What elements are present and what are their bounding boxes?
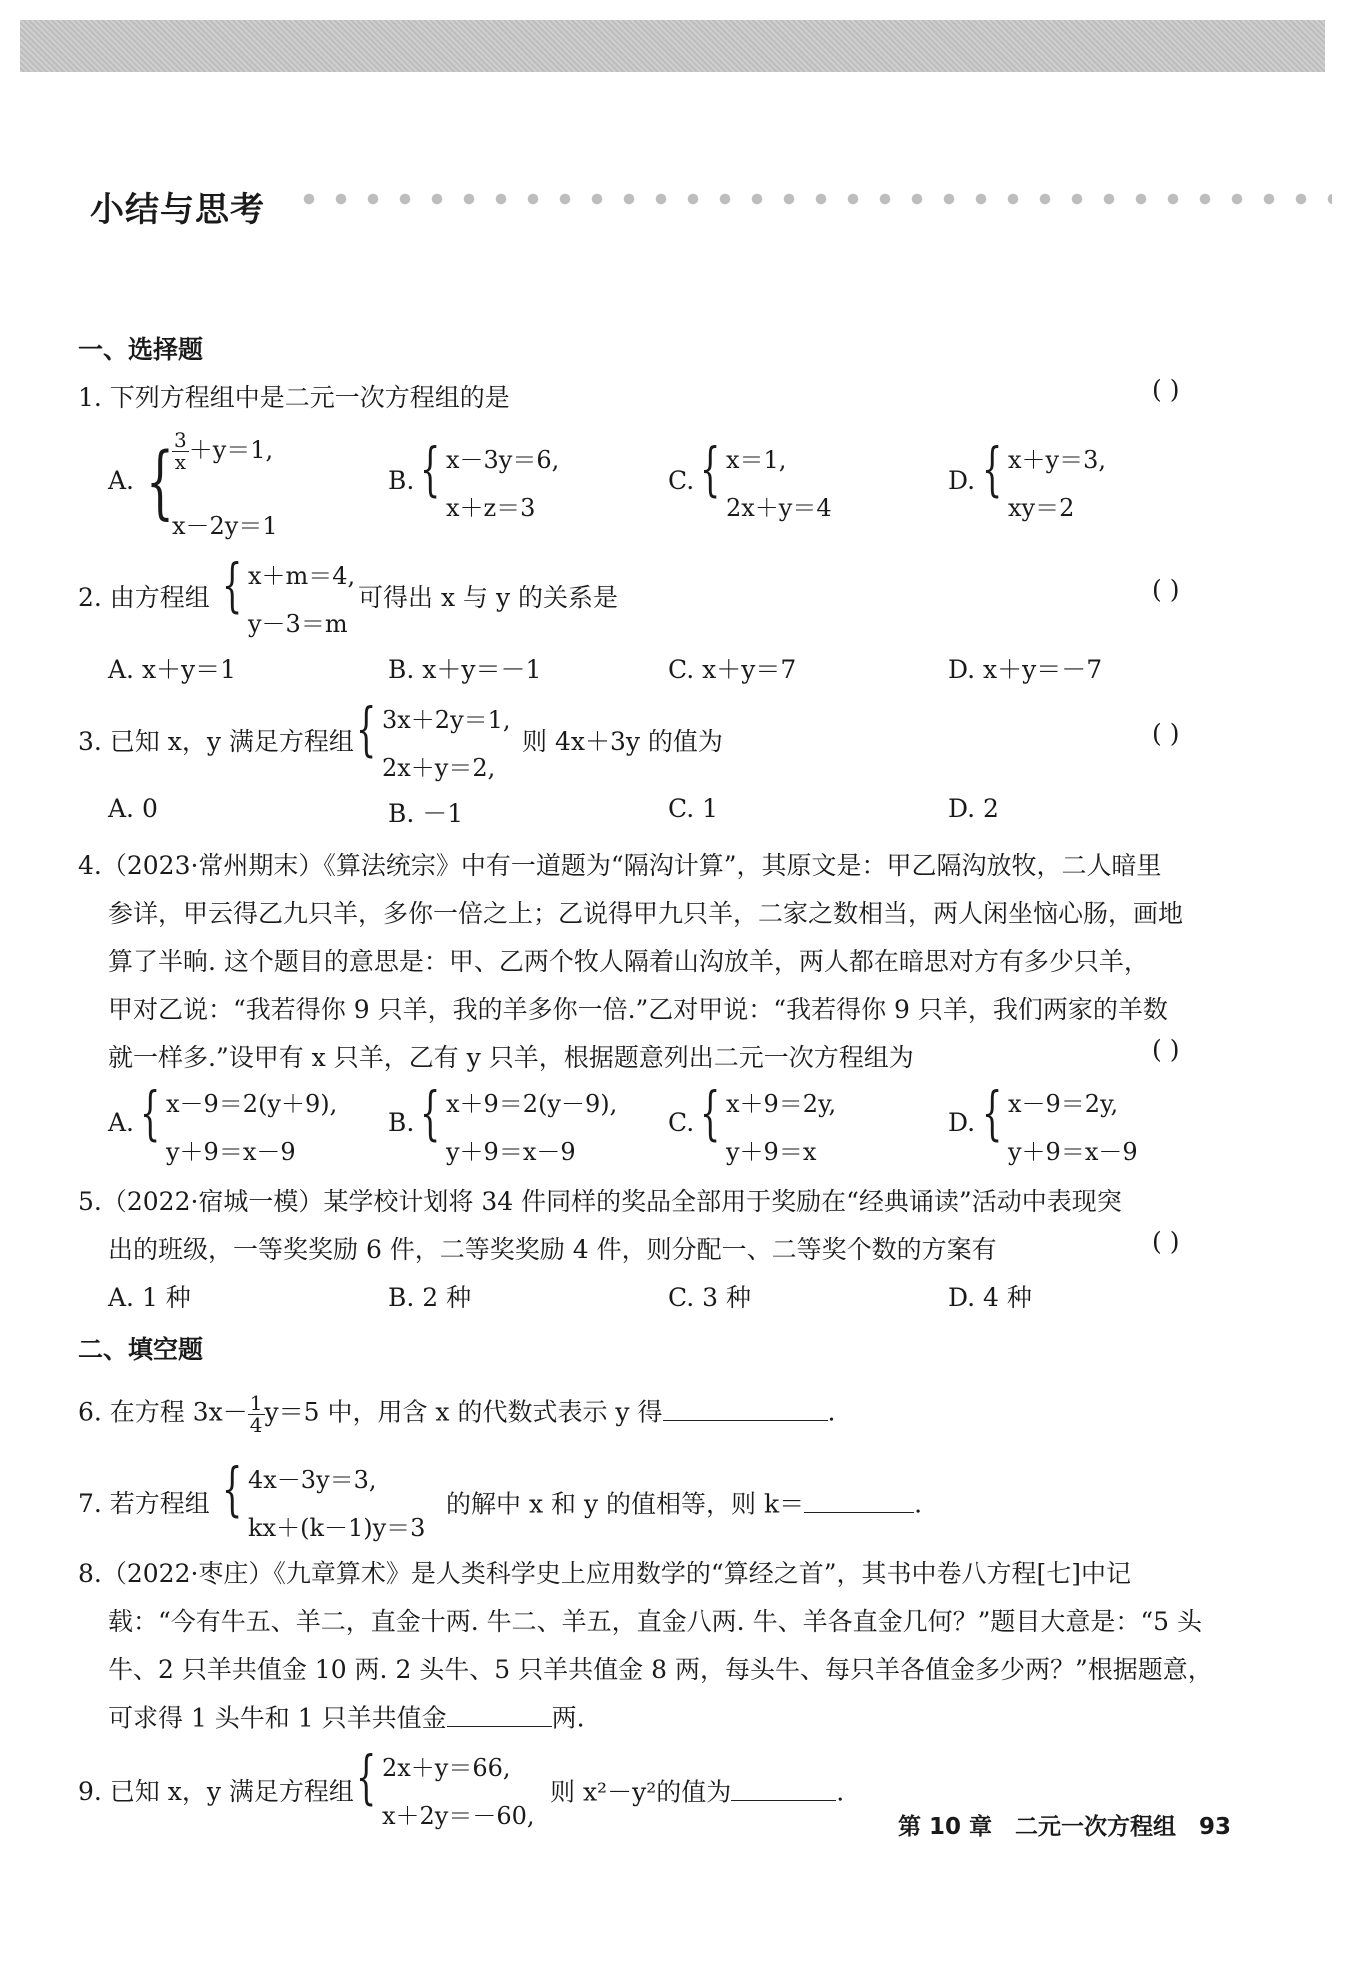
q4-line-4: 甲对乙说：“我若得你 9 只羊，我的羊多你一倍.”乙对甲说：“我若得你 9 只羊，我们两家的羊数 [108,995,1168,1024]
q9-answer-blank[interactable] [731,1772,836,1801]
section-heading-choice: 一、选择题 [78,335,204,364]
q5-option-a: A. 1 种 [108,1283,191,1312]
q4-option-b-system: { x＋9＝2(y－9), y＋9＝x－9 [420,1079,618,1166]
q4-option-c-label: C. [668,1108,695,1137]
q8-line-2: 载：“今有牛五、羊二，直金十两. 牛二、羊五，直金八两. 牛、羊各直金几何？”题目大意是：“5 头 [108,1607,1202,1636]
q9-stem-post: 则 x²－y²的值为 . [550,1772,844,1809]
q2-system: { x＋m＝4, y－3＝m [222,551,356,638]
q2-stem-post: 可得出 x 与 y 的关系是 [358,583,619,612]
q5-line-2: 出的班级，一等奖奖励 6 件，二等奖奖励 4 件，则分配一、二等奖个数的方案有 [108,1235,997,1264]
q4-option-b-label: B. [388,1108,415,1137]
q4-option-d-label: D. [948,1108,976,1137]
q5-answer-paren: ( ) [1152,1227,1180,1256]
q8-line-3: 牛、2 只羊共值金 10 两. 2 头牛、5 只羊共值金 8 两，每头牛、每只羊各值金多少两？”根据题意， [108,1655,1213,1684]
q1-option-d-label: D. [948,466,976,495]
section-title: 小结与思考 [90,190,265,230]
q5-option-b: B. 2 种 [388,1283,472,1312]
section-heading-fill: 二、填空题 [78,1335,204,1364]
q3-stem-pre: 3. 已知 x，y 满足方程组 [78,727,354,756]
q4-line-2: 参详，甲云得乙九只羊，多你一倍之上；乙说得甲九只羊，二家之数相当，两人闲坐恼心肠，画地 [108,899,1184,928]
q1-option-c-label: C. [668,466,695,495]
q6-line: 6. 在方程 3x－ $\frac{1}{4}$ y＝5 中，用含 x 的代数式表示 y 得 . [78,1390,836,1437]
q3-option-c: C. 1 [668,794,719,823]
q4-line-3: 算了半晌. 这个题目的意思是：甲、乙两个牧人隔着山沟放羊，两人都在暗思对方有多少只羊， [108,947,1149,976]
q5-option-c: C. 3 种 [668,1283,751,1312]
q1-option-d-system: { x＋y＝3, xy＝2 [982,435,1106,522]
q7-answer-blank[interactable] [804,1484,914,1513]
q3-system: { 3x＋2y＝1, 2x＋y＝2, [356,695,511,782]
q9-system: { 2x＋y＝66, x＋2y＝－60, [356,1743,535,1830]
q7-stem-pre: 7. 若方程组 [78,1489,210,1518]
q6-fraction: $\frac{1}{4}$ [249,1390,263,1437]
q4-option-c-system: { x＋9＝2y, y＋9＝x [700,1079,837,1166]
q2-option-b: B. x＋y＝－1 [388,655,542,684]
q1-option-c-system: { x＝1, 2x＋y＝4 [700,435,832,522]
q5-option-d: D. 4 种 [948,1283,1032,1312]
q7-system: { 4x－3y＝3, kx＋(k－1)y＝3 [222,1455,426,1542]
q4-option-a-system: { x－9＝2(y＋9), y＋9＝x－9 [140,1079,338,1166]
q3-option-d: D. 2 [948,794,999,823]
q3-option-b: B. －1 [388,799,464,828]
q3-option-a: A. 0 [108,794,158,823]
q2-stem-pre: 2. 由方程组 [78,583,210,612]
q5-line-1: 5.（2022·宿城一模）某学校计划将 34 件同样的奖品全部用于奖励在“经典诵读”活动中表现突 [78,1187,1122,1216]
q2-option-c: C. x＋y＝7 [668,655,797,684]
q4-option-a-label: A. [108,1108,135,1137]
q4-line-5: 就一样多.”设甲有 x 只羊，乙有 y 只羊，根据题意列出二元一次方程组为 [108,1043,914,1072]
q6-answer-blank[interactable] [663,1392,828,1421]
q1-option-a-label: A. [108,466,135,495]
q7-stem-post: 的解中 x 和 y 的值相等，则 k＝ . [446,1484,922,1521]
q3-stem-post: 则 4x＋3y 的值为 [522,727,723,756]
q9-stem-pre: 9. 已知 x，y 满足方程组 [78,1777,354,1806]
q2-answer-paren: ( ) [1152,575,1180,604]
q2-option-d: D. x＋y＝－7 [948,655,1103,684]
q1-answer-paren: ( ) [1152,375,1180,404]
q1-option-a-system: { $\frac{3}{x}$ ＋y＝1, x－2y＝1 [146,428,278,540]
q1-option-b-system: { x－3y＝6, x＋z＝3 [420,435,560,522]
q8-line-1: 8.（2022·枣庄）《九章算术》是人类科学史上应用数学的“算经之首”，其书中卷八方程[七]中记 [78,1559,1131,1588]
q8-line-4: 可求得 1 头牛和 1 只羊共值金 两. [108,1698,585,1735]
q2-option-a: A. x＋y＝1 [108,655,237,684]
q4-answer-paren: ( ) [1152,1035,1180,1064]
page-footer: 第 10 章 二元一次方程组 93 [898,1814,1232,1840]
q1-option-b-label: B. [388,466,415,495]
q1-option-a-fraction: $\frac{3}{x}$ [174,428,187,474]
q4-option-d-system: { x－9＝2y, y＋9＝x－9 [982,1079,1138,1166]
q4-line-1: 4.（2023·常州期末）《算法统宗》中有一道题为“隔沟计算”，其原文是：甲乙隔沟放牧，二人暗里 [78,851,1162,880]
q8-answer-blank[interactable] [447,1698,552,1727]
top-scan-band [20,20,1325,72]
q3-answer-paren: ( ) [1152,719,1180,748]
title-dot-rule [302,192,1332,206]
q1-stem: 1. 下列方程组中是二元一次方程组的是 [78,383,510,412]
